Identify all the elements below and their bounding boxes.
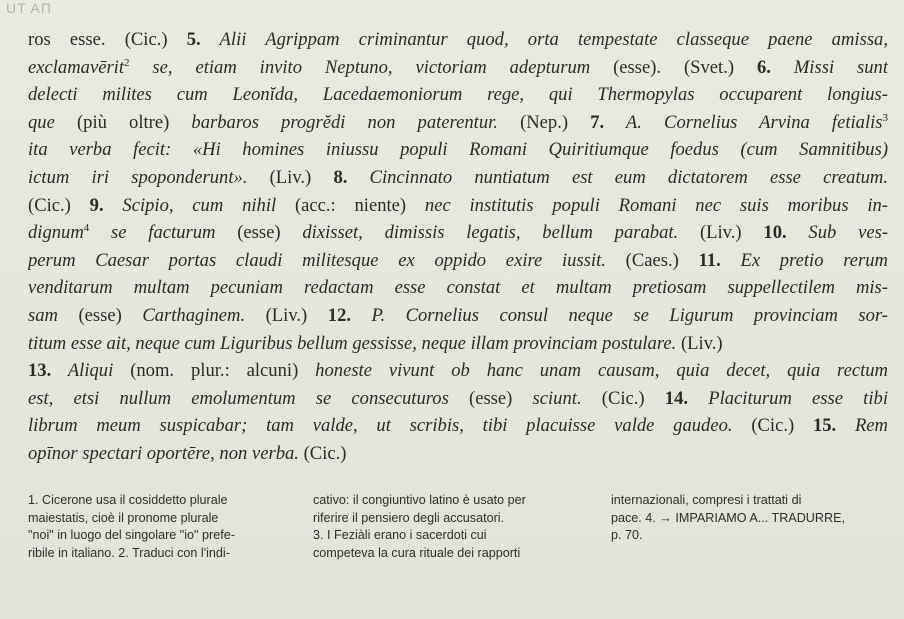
text-run: (Liv.) [699, 222, 742, 244]
text-run: (Cic.) [28, 194, 71, 216]
text-run: librum meum suspicabar; tam valde, ut scribis, tibi placuisse valde gaudeo. [28, 415, 752, 437]
text-run: dixisset, dimissis legatis, bellum parabat. [302, 222, 700, 244]
text-run [645, 388, 665, 409]
text-run: Carthaginem. [142, 304, 266, 326]
text-run: se, etiam invito Neptuno, victoriam adepturum [129, 56, 614, 78]
footnote-ref: 2 [124, 56, 130, 69]
text-run [568, 112, 590, 133]
text-line [28, 385, 888, 413]
text-line [28, 164, 888, 192]
footnote-line: riferire il pensiero degli accusatori. [313, 510, 505, 525]
footnote-line: pace. 4. → IMPARIAMO A... TRADURRE, [611, 510, 845, 525]
text-line [28, 81, 888, 109]
exercise-number: 13. [28, 360, 52, 382]
footnote-line: maiestatis, cioè il pronome plurale [28, 510, 219, 525]
text-run: Placiturum esse tibi [688, 387, 888, 409]
text-line [28, 136, 888, 164]
text-run: titum esse ait, neque cum Liguribus bellum gessisse, neque illam provinciam postulare. [28, 332, 681, 354]
text-run [742, 222, 764, 243]
exercise-number: 9. [89, 194, 104, 216]
footnote-line: 3. I Feziàli erano i sacerdoti cui [313, 528, 487, 542]
text-line [28, 192, 888, 220]
text-run: exclamavērit [28, 56, 125, 78]
text-run: Missi sunt [770, 56, 888, 78]
text-run: ros esse. (Cic.) [28, 29, 168, 50]
text-run [734, 57, 757, 78]
text-run: Aliqui [51, 360, 131, 382]
exercise-number: 14. [664, 387, 689, 409]
footnote-column-3 [611, 492, 891, 545]
text-run: (esse) [78, 304, 143, 326]
text-run: sam [28, 304, 79, 326]
text-run: barbaros progrĕdi non paterentur. [191, 111, 521, 133]
text-run: sciunt. [532, 387, 602, 409]
text-run [679, 250, 699, 271]
text-run: (Cic.) [601, 387, 645, 409]
text-line [28, 109, 888, 137]
text-run: (cum Samnitibus) [740, 139, 888, 161]
footnote-ref: 3 [882, 111, 888, 124]
text-line [28, 54, 888, 82]
footnote-line: ribile in italiano. 2. Traduci con l'indi- [28, 545, 230, 560]
text-run: Scipio, cum nihil [103, 194, 295, 216]
text-line [28, 26, 888, 54]
text-run: Sub ves- [786, 222, 888, 244]
text-line [28, 219, 888, 247]
exercise-number: 15. [812, 415, 837, 437]
text-line [28, 302, 888, 330]
text-run: (acc.: niente) [294, 194, 425, 216]
text-line [28, 412, 888, 440]
exercise-number: 12. [327, 304, 352, 326]
text-run: que [28, 111, 77, 133]
text-run: (nom. plur.: alcuni) [130, 360, 316, 382]
text-run: (esse) [237, 222, 303, 244]
text-run: honeste vivunt ob hanc unam causam, quia decet, quia rectum [315, 360, 888, 382]
text-run: (Cic.) [751, 415, 795, 437]
footnote-line: cativo: il congiuntivo latino è usato per [313, 493, 526, 507]
text-run: est, etsi nullum emolumentum se consecuturos [28, 387, 469, 409]
footnote-line: internazionali, compresi i trattati di [611, 493, 802, 507]
text-run: Ex pretio rerum [720, 249, 888, 271]
footnote-column-1 [28, 492, 298, 562]
text-run: (Liv.) [269, 166, 312, 188]
footnote-ref: 4 [83, 221, 90, 234]
exercise-text [28, 26, 888, 468]
text-line [28, 274, 888, 302]
footnotes [28, 492, 888, 582]
text-line [28, 357, 888, 385]
text-run: perum Caesar portas claudi militesque ex oppido exire iussit. [28, 249, 626, 271]
footnote-line: p. 70. [611, 528, 643, 542]
text-run: Cincinnato nuntiatum est eum dictatorem esse creatum. [347, 166, 888, 188]
footnote-column-2 [313, 492, 603, 562]
exercise-number: 5. [186, 29, 201, 50]
text-run: (Liv.) [680, 332, 723, 354]
text-run: Rem [836, 415, 888, 437]
text-line [28, 247, 888, 275]
text-run: Alii Agrippam criminantur quod, orta tempestate classeque paene amissa, [200, 29, 888, 50]
text-run: ita verba fecit: «Hi homines iniussu populi Romani Quiritiumque foedus [28, 139, 741, 161]
text-run: (Liv.) [265, 304, 308, 326]
text-run [168, 29, 187, 50]
text-run: venditarum multam pecuniam redactam esse constat et multam pretiosam suppellectilem mis- [28, 277, 888, 299]
text-run: P. Cornelius consul neque se Ligurum provinciam sor- [351, 304, 888, 326]
text-run [71, 195, 90, 216]
text-run: nec institutis populi Romani nec suis moribus in- [424, 194, 888, 216]
text-run: delecti milites cum Leonĭda, Lacedaemoniorum rege, qui Thermopylas occuparent longius- [28, 84, 888, 106]
text-run: dignum [28, 222, 84, 244]
footnote-line: 1. Cicerone usa il cosiddetto plurale [28, 493, 228, 507]
text-run [794, 415, 813, 436]
text-run: (esse). (Svet.) [613, 56, 735, 78]
text-run [307, 305, 328, 326]
text-line [28, 330, 888, 358]
header-fragment: UT AΠ [6, 0, 52, 16]
text-line [28, 440, 888, 468]
exercise-number: 7. [590, 111, 605, 133]
exercise-number: 8. [333, 166, 348, 188]
exercise-number: 11. [698, 249, 721, 271]
text-run: (Caes.) [625, 249, 679, 271]
exercise-number: 10. [763, 222, 787, 244]
text-run: (esse) [469, 387, 533, 409]
text-run: opīnor spectari oportēre, non verba. [28, 442, 304, 464]
text-run: (più oltre) [76, 111, 192, 133]
text-run: A. Cornelius Arvina fetialis [604, 111, 883, 133]
text-run: (Cic.) [303, 442, 347, 464]
text-run: (Nep.) [520, 111, 569, 133]
text-run: ictum iri spoponderunt». [28, 166, 270, 188]
text-run [311, 167, 333, 188]
text-run: se facturum [89, 222, 238, 244]
exercise-number: 6. [756, 56, 771, 78]
footnote-line: "noi" in luogo del singolare "io" prefe- [28, 528, 235, 542]
footnote-line: competeva la cura rituale dei rapporti [313, 545, 521, 560]
